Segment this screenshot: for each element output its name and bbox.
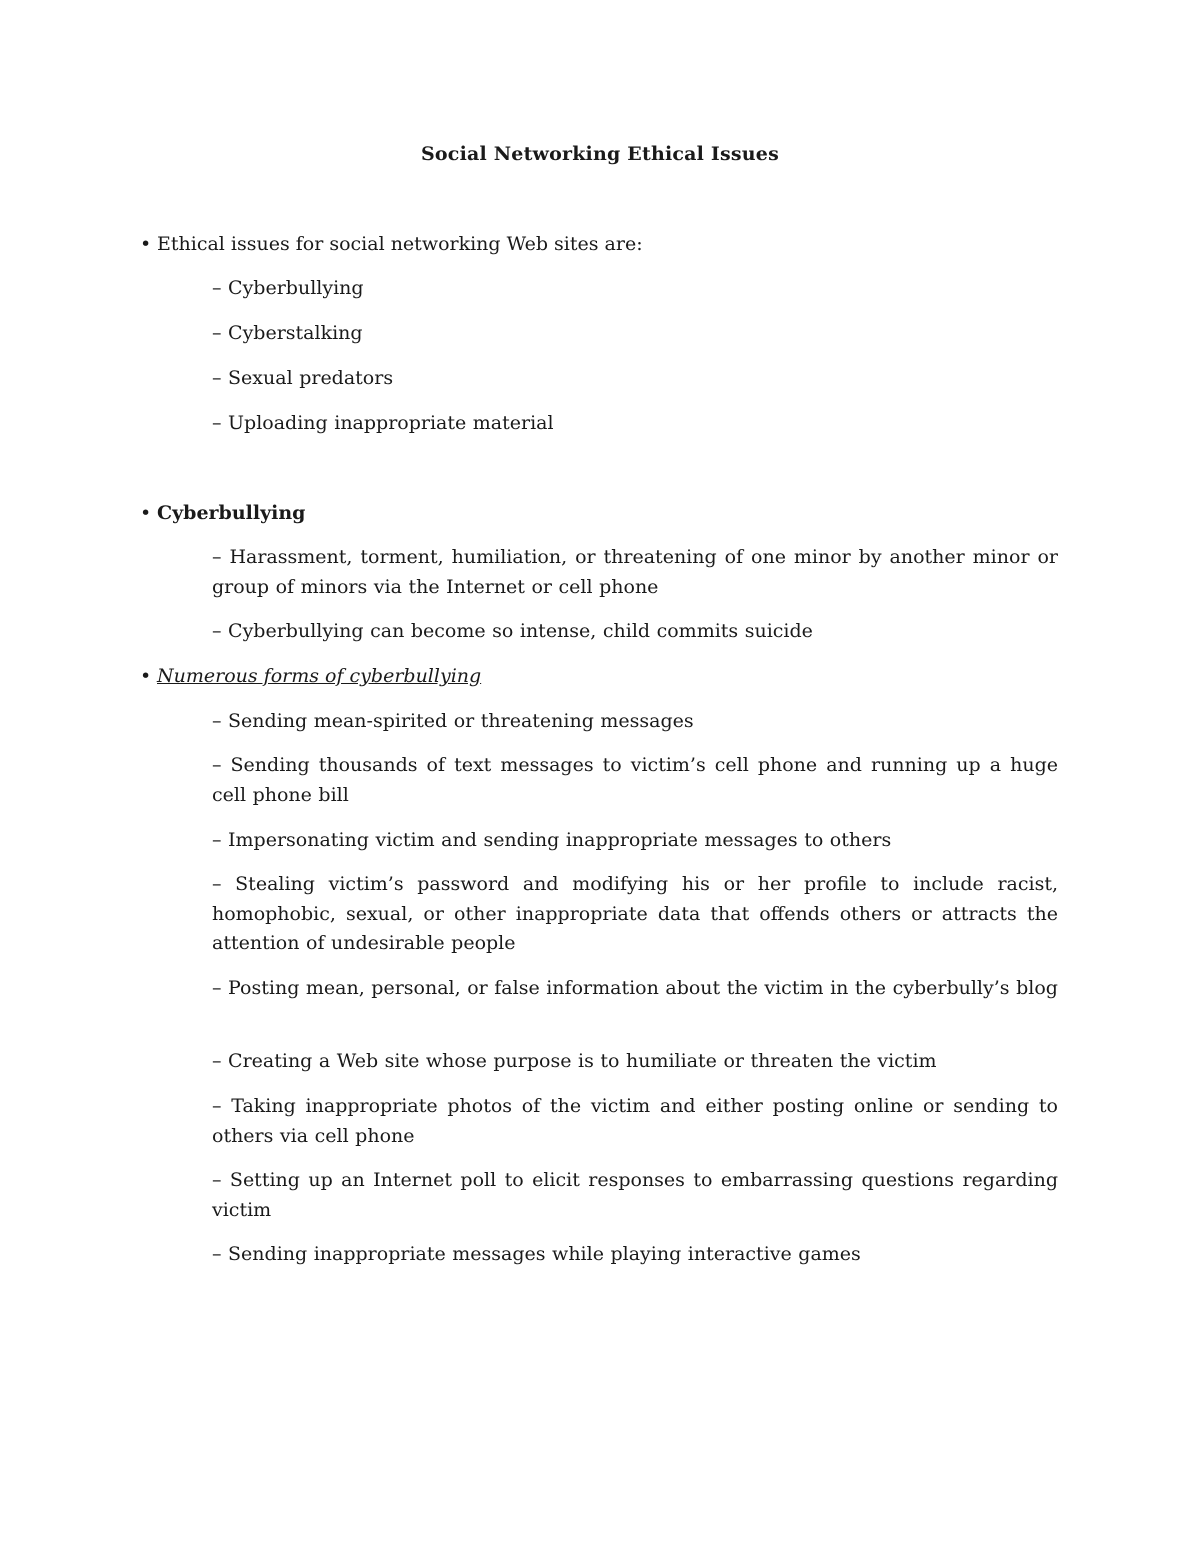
list-item: – Cyberstalking bbox=[212, 322, 363, 344]
section-forms-heading bbox=[140, 662, 481, 690]
section-heading-text: Ethical issues for social networking Web sites are: bbox=[157, 233, 643, 255]
list-item: – Taking inappropriate photos of the victim and either posting online or sending to others via cell phone bbox=[212, 1095, 1058, 1147]
list-item: – Sending mean-spirited or threatening messages bbox=[212, 710, 694, 732]
list-item: – Cyberbullying can become so intense, child commits suicide bbox=[212, 620, 813, 642]
list-item: – Stealing victim’s password and modifying his or her profile to include racist, homophobic, sexual, or other inappropriate data that offends others or attracts the attention of undesirable people bbox=[212, 873, 1058, 954]
bullet-icon: • bbox=[140, 502, 152, 524]
bullet-icon: • bbox=[140, 665, 152, 687]
section-heading-text: Cyberbullying bbox=[157, 502, 306, 524]
list-item: – Creating a Web site whose purpose is to humiliate or threaten the victim bbox=[212, 1050, 937, 1072]
list-item: – Posting mean, personal, or false information about the victim in the cyberbully’s blog bbox=[212, 977, 1058, 999]
list-item: – Uploading inappropriate material bbox=[212, 412, 554, 434]
section-cyberbullying-heading bbox=[140, 499, 305, 527]
bullet-icon: • bbox=[140, 233, 152, 255]
list-item: – Cyberbullying bbox=[212, 277, 364, 299]
list-item: – Impersonating victim and sending inappropriate messages to others bbox=[212, 829, 892, 851]
list-item: – Setting up an Internet poll to elicit responses to embarrassing questions regarding victim bbox=[212, 1169, 1058, 1221]
document-title: Social Networking Ethical Issues bbox=[421, 143, 779, 165]
list-item: – Sexual predators bbox=[212, 367, 394, 389]
list-item: – Sending thousands of text messages to victim’s cell phone and running up a huge cell phone bill bbox=[212, 754, 1058, 806]
section-ethical-issues-heading bbox=[140, 230, 643, 258]
list-item: – Harassment, torment, humiliation, or threatening of one minor by another minor or group of minors via the Internet or cell phone bbox=[212, 546, 1058, 598]
list-item: – Sending inappropriate messages while playing interactive games bbox=[212, 1243, 861, 1265]
section-heading-text: Numerous forms of cyberbullying bbox=[157, 665, 482, 687]
